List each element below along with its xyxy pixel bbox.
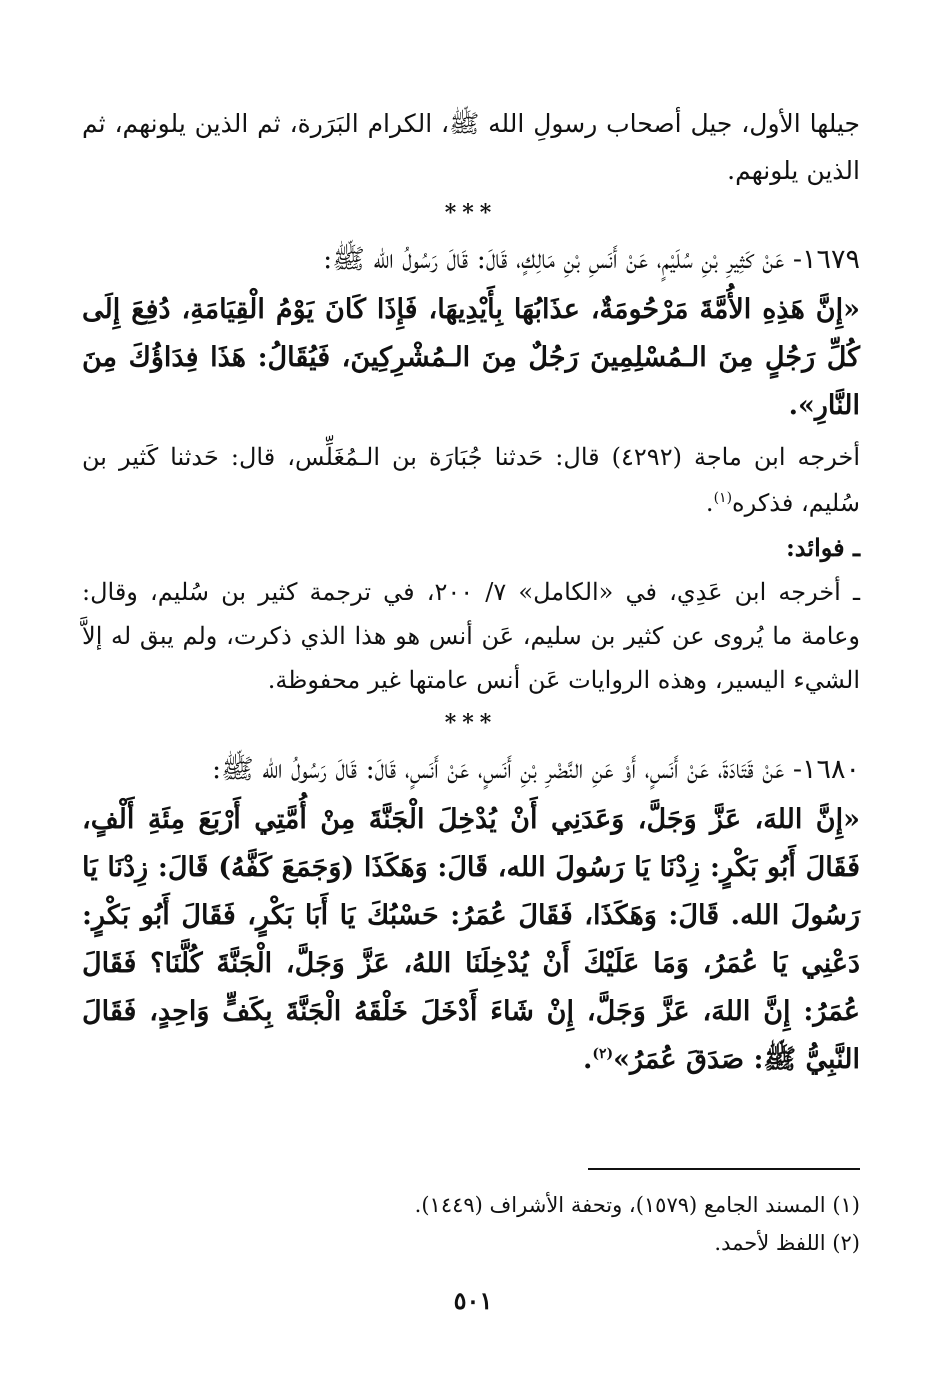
hadith-1680 [82, 744, 860, 1084]
footnote-ref-2: (٢) [592, 1046, 614, 1062]
footnote-divider [588, 1168, 860, 1170]
fawaid-heading: ـ فوائد: [785, 533, 860, 562]
hadith-1680-isnad: ١٦٨٠- عَنْ قَتَادَةَ، عَنْ أَنَسٍ، أَوْ عَنِ النَّضْرِ بْنِ أَنَسٍ، عَنْ أَنَسٍ، قَالَ: قَالَ رَسُولُ الله ﷺ: [211, 754, 860, 785]
page-number: ٥٠١ [453, 1286, 493, 1315]
hadith-1679-takhrij: أخرجه ابن ماجة (٤٢٩٢) قال: حَدثنا جُبَارَة بن الـمُغَلِّس، قال: حَدثنا كَثير بن سُليم، فذكره$^{(١)}$. [82, 443, 860, 517]
footnotes [160, 1186, 860, 1262]
hadith-1679-isnad: ١٦٧٩- عَنْ كَثِيرِ بْنِ سُلَيْمٍ، عَنْ أَنَسِ بْنِ مَالِكٍ، قَالَ: قَالَ رَسُولُ الله ﷺ: [323, 244, 860, 275]
hadith-1679-matn: «إِنَّ هَذِهِ الأُمَّةَ مَرْحُومَةٌ، عذَابُهَا بِأَيْدِيهَا، فَإِذَا كَانَ يَوْمُ الْقِيَامَةِ، دُفِعَ إِلَى كُلِّ رَجُلٍ مِنَ الـمُسْلِمِينَ رَجُلٌ مِنَ الـمُشْرِكِينَ، فَيُقَالُ: هَذَا فِدَاؤُكَ مِنَ النَّارِ». [82, 294, 860, 421]
hadith-1680-matn-text: «إِنَّ اللهَ، عَزَّ وَجَلَّ، وَعَدَنِي أَنْ يُدْخِلَ الْجَنَّةَ مِنْ أُمَّتِي أَرْبَعَ مِئَةِ أَلْفٍ، فَقَالَ أَبُو بَكْرٍ: زِدْنَا يَا رَسُولَ الله، قَالَ: وَهَكَذَا (وَجَمَعَ كَفَّهُ) قَالَ: زِدْنَا يَا رَسُولَ الله. قَالَ: وَهَكَذَا، فَقَالَ عُمَرُ: حَسْبُكَ يَا أَبَا بَكْرٍ، فَقَالَ أَبُو بَكْرٍ: دَعْنِي يَا عُمَرُ، وَمَا عَلَيْكَ أَنْ يُدْخِلَنَا اللهُ، عَزَّ وَجَلَّ، الْجَنَّةَ كُلَّنَا؟ فَقَالَ عُمَرُ: إِنَّ اللهَ، عَزَّ وَجَلَّ، إِنْ شَاءَ أَدْخَلَ خَلْقَهُ الْجَنَّةَ بِكَفٍّ وَاحِدٍ، فَقَالَ النَّبِيُّ ﷺ: صَدَقَ عُمَرُ» [82, 804, 860, 1075]
footnote-ref-1: (١) [713, 490, 733, 506]
hadith-1679 [82, 234, 860, 702]
hadith-1680-matn [82, 796, 860, 1084]
footnote-2: (٢) اللفظ لأحمد. [714, 1231, 860, 1255]
hadith-1680-end: . [582, 1044, 593, 1075]
section-separator: *** [444, 200, 498, 226]
intro-paragraph: جيلها الأول، جيل أصحاب رسولِ الله ﷺ، الكرام البَرَرة، ثم الذين يلونهم، ثم الذين يلونهم. [82, 109, 860, 185]
section-separator: *** [444, 710, 498, 736]
takhrij-text: أخرجه ابن ماجة (٤٢٩٢) قال: حَدثنا جُبَارَة بن الـمُغَلِّس، قال: حَدثنا كَثير بن سُليم، فذكره [82, 443, 860, 517]
fawaid-text: ـ أخرجه ابن عَدِي، في «الكامل» ٧/ ٢٠٠، في ترجمة كثير بن سُليم، وقال: وعامة ما يُروى عن كثير بن سليم، عَن أنس هو هذا الذي ذكرت، ولم يبق له إلاَّ الشيء اليسير، وهذه الروايات عَن أنس عامتها غير محفوظة. [82, 578, 861, 694]
page-body [82, 100, 860, 1084]
footnote-1: (١) المسند الجامع (١٥٧٩)، وتحفة الأشراف (١٤٤٩). [414, 1193, 860, 1217]
